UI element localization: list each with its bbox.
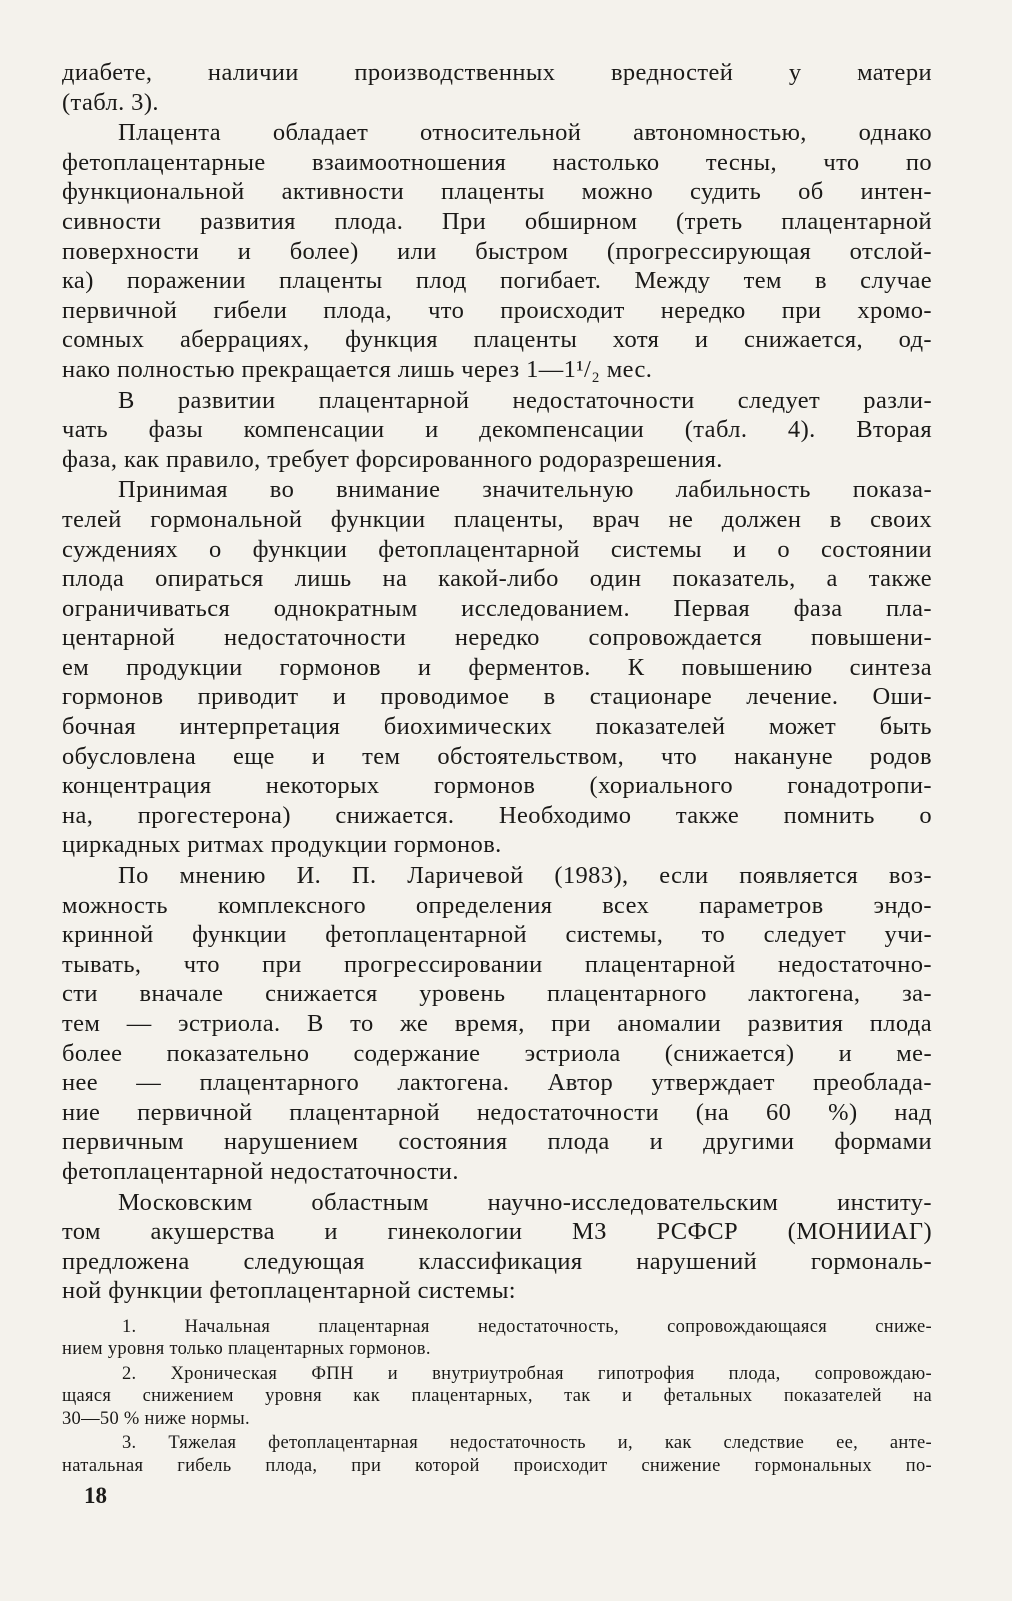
text-line: циркадных ритмах продукции гормонов. xyxy=(62,831,502,859)
text-line: сивности развития плода. При обширном (треть плацентарной xyxy=(62,207,932,235)
text-line: гормонов приводит и проводимое в стационаре лечение. Оши- xyxy=(62,683,932,711)
page-number: 18 xyxy=(84,1483,107,1508)
text-line: том акушерства и гинекологии МЗ РСФСР (МОНИИАГ) xyxy=(62,1218,932,1246)
text-line: функциональной активности плаценты можно судить об интен- xyxy=(62,178,932,206)
text-line: диабете, наличии производственных вредностей у матери xyxy=(62,59,932,86)
text-line: ной функции фетоплацентарной системы: xyxy=(62,1277,517,1305)
list-item-line: 30—50 % ниже нормы. xyxy=(62,1408,250,1429)
list-item-line: натальная гибель плода, при которой происходит снижение гормональных по- xyxy=(62,1455,932,1476)
text-line: В развитии плацентарной недостаточности следует разли- xyxy=(118,386,932,414)
text-line: чать фазы компенсации и декомпенсации (табл. 4). Вторая xyxy=(62,416,932,444)
text-line: ограничиваться однократным исследованием. Первая фаза пла- xyxy=(62,594,932,622)
paragraph xyxy=(62,386,932,475)
text-line: ние первичной плацентарной недостаточности (на 60 %) над xyxy=(62,1098,932,1126)
text-line: фетоплацентарные взаимоотношения настолько тесны, что по xyxy=(62,148,932,176)
text-line: По мнению И. П. Ларичевой (1983), если появляется воз- xyxy=(118,862,932,890)
text-line: поверхности и более) или быстром (прогрессирующая отслой- xyxy=(62,237,932,265)
text-line: фаза, как правило, требует форсированного родоразрешения. xyxy=(62,445,723,473)
page-body xyxy=(62,58,932,1477)
list-item xyxy=(62,1432,932,1477)
text-line: фетоплацентарной недостаточности. xyxy=(62,1157,459,1185)
text-line: концентрация некоторых гормонов (хориального гонадотропи- xyxy=(62,772,932,800)
text-line: Плацента обладает относительной автономностью, однако xyxy=(118,119,932,147)
text-line: нако полностью прекращается лишь через 1—1¹/₂ мес. xyxy=(62,355,653,383)
text-line: Московским областным научно-исследовательским институ- xyxy=(118,1188,932,1216)
list-item xyxy=(62,1316,932,1361)
list-item-line: нием уровня только плацентарных гормонов. xyxy=(62,1339,431,1360)
text-line: телей гормональной функции плаценты, врач не должен в своих xyxy=(62,505,932,533)
text-line: тывать, что при прогрессировании плацентарной недостаточно- xyxy=(62,950,932,978)
classification-list xyxy=(62,1316,932,1478)
list-item xyxy=(62,1363,932,1431)
paragraph xyxy=(62,1188,932,1306)
text-line: сомных аберрациях, функция плаценты хотя и снижается, од- xyxy=(62,326,932,354)
text-line: ем продукции гормонов и ферментов. К повышению синтеза xyxy=(62,653,932,681)
text-line: на, прогестерона) снижается. Необходимо также помнить о xyxy=(62,801,932,829)
paragraph xyxy=(62,861,932,1187)
paragraph xyxy=(62,58,932,117)
text-line: ка) поражении плаценты плод погибает. Между тем в случае xyxy=(62,267,932,295)
list-item-line: 2. Хроническая ФПН и внутриутробная гипотрофия плода, сопровождаю- xyxy=(122,1363,932,1384)
text-line: сти вначале снижается уровень плацентарного лактогена, за- xyxy=(62,980,932,1008)
text-line: центарной недостаточности нередко сопровождается повышени- xyxy=(62,624,932,652)
text-line: можность комплексного определения всех параметров эндо- xyxy=(62,891,932,919)
text-line: первичной гибели плода, что происходит нередко при хромо- xyxy=(62,296,932,324)
text-line: бочная интерпретация биохимических показателей может быть xyxy=(62,713,932,741)
list-item-line: щаяся снижением уровня как плацентарных, так и фетальных показателей на xyxy=(62,1386,932,1407)
main-text xyxy=(62,58,932,1306)
text-line: обусловлена еще и тем обстоятельством, что накануне родов xyxy=(62,742,932,770)
list-item-line: 3. Тяжелая фетоплацентарная недостаточность и, как следствие ее, анте- xyxy=(122,1433,932,1454)
text-line: нее — плацентарного лактогена. Автор утверждает преоблада- xyxy=(62,1069,932,1097)
text-line: плода опираться лишь на какой-либо один показатель, а также xyxy=(62,565,932,593)
list-item-line: 1. Начальная плацентарная недостаточность, сопровождающаяся сниже- xyxy=(122,1316,932,1337)
text-line: тем — эстриола. В то же время, при аномалии развития плода xyxy=(62,1010,932,1037)
text-line: кринной функции фетоплацентарной системы, то следует учи- xyxy=(62,921,932,949)
paragraph xyxy=(62,118,932,384)
text-line: Принимая во внимание значительную лабильность показа- xyxy=(118,476,932,504)
text-line: суждениях о функции фетоплацентарной системы и о состоянии xyxy=(62,535,932,563)
text-line: предложена следующая классификация нарушений гормональ- xyxy=(62,1247,932,1275)
text-line: более показательно содержание эстриола (снижается) и ме- xyxy=(62,1039,932,1067)
paragraph xyxy=(62,475,932,860)
text-line: (табл. 3). xyxy=(62,88,159,116)
text-line: первичным нарушением состояния плода и другими формами xyxy=(62,1128,932,1156)
